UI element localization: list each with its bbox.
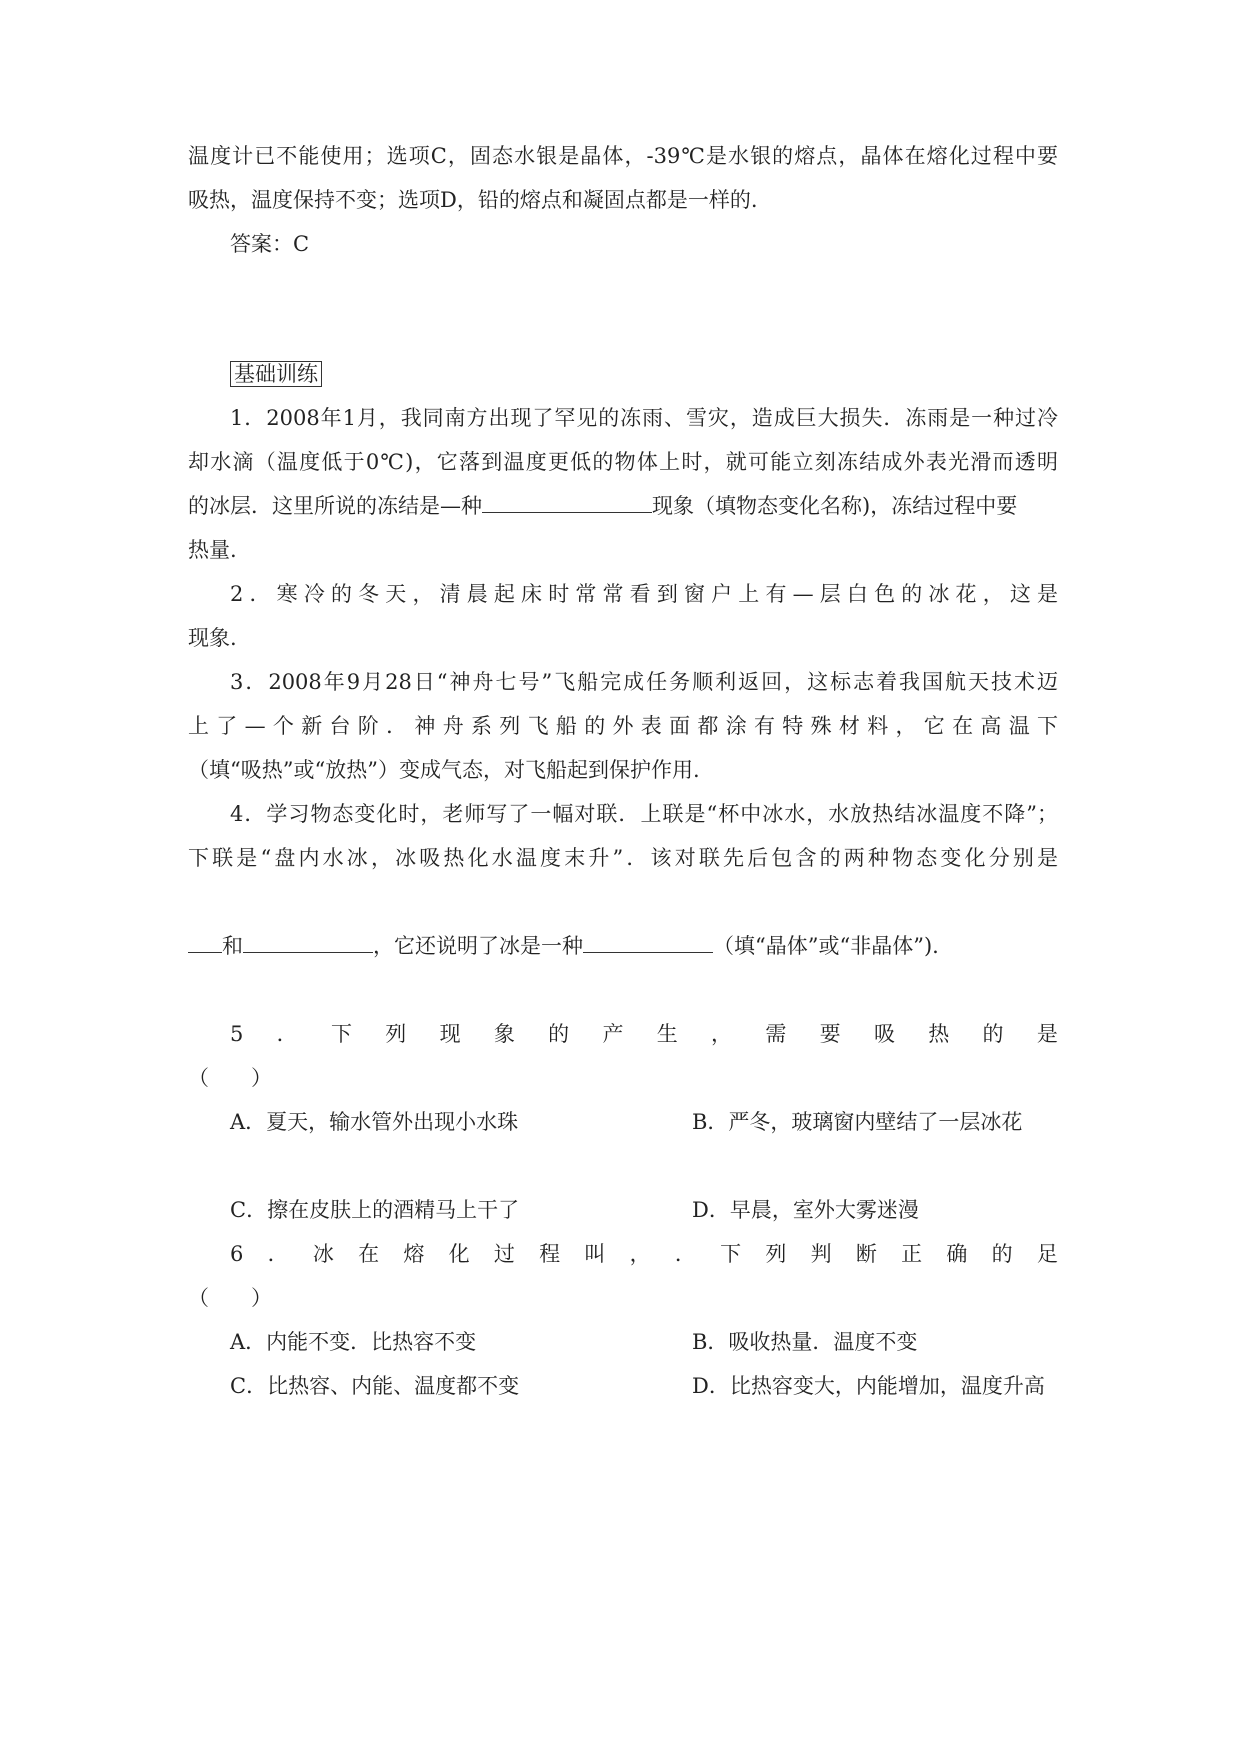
q6-stem-char: 在 — [358, 1242, 380, 1266]
q5-stem-char: ， — [711, 1022, 733, 1046]
q6-option-c[interactable]: C．比热容、内能、温度都不变 — [230, 1374, 520, 1398]
q3-line-3: （填“吸热”或“放热”）变成气态，对飞船起到保护作用. — [188, 758, 700, 782]
prev-answer-line-2: 吸热，温度保持不变；选项D，铅的熔点和凝固点都是一样的. — [188, 188, 758, 212]
q5-stem-char: 吸 — [873, 1022, 895, 1046]
prev-answer: 答案：C — [230, 232, 310, 256]
q6-stem-char: 过 — [493, 1242, 515, 1266]
q5-stem-char: 象 — [493, 1022, 515, 1046]
q5-paren: （ ） — [188, 1066, 272, 1090]
q6-stem-char: 判 — [810, 1242, 832, 1266]
q1-line-3-b: 现象（填物态变化名称)，冻结过程中要 — [652, 494, 1018, 518]
q5-stem-char: 需 — [765, 1022, 787, 1046]
q6-stem-char: 6 — [230, 1242, 244, 1266]
q5-stem-char: 下 — [330, 1022, 352, 1046]
section-title — [230, 360, 1058, 388]
q6-stem-char: 叫 — [584, 1242, 606, 1266]
q5-stem-char: 列 — [385, 1022, 407, 1046]
q5-stem-char: 产 — [602, 1022, 624, 1046]
q6-stem-char: 冰 — [312, 1242, 334, 1266]
q6-stem-char: ， — [629, 1242, 651, 1266]
q1-line-1: 1．2008年1月，我同南方出现了罕见的冻雨、雪灾，造成巨大损失．冻雨是一种过冷 — [230, 406, 1058, 430]
q5-option-b[interactable]: B．严冬，玻璃窗内壁结了一层冰花 — [692, 1110, 1023, 1134]
q6-stem — [230, 1240, 1058, 1268]
q2-line-2: 现象. — [188, 626, 237, 650]
q6-option-a[interactable]: A．内能不变．比热容不变 — [230, 1330, 477, 1354]
q4-blank-1[interactable] — [188, 932, 222, 953]
q6-stem-char: 正 — [901, 1242, 923, 1266]
q6-stem-char: 化 — [448, 1242, 470, 1266]
q6-stem-char: ． — [267, 1242, 289, 1266]
q6-stem-char: 下 — [720, 1242, 742, 1266]
q5-stem-char: 5 — [230, 1022, 244, 1046]
q5-stem-char: ． — [276, 1022, 298, 1046]
q6-stem-char: 足 — [1036, 1242, 1058, 1266]
prev-answer-line-1: 温度计已不能使用；选项C，固态水银是晶体，-39℃是水银的熔点，晶体在熔化过程中要 — [188, 144, 1058, 168]
q6-stem-char: 程 — [539, 1242, 561, 1266]
q6-stem-char: 列 — [765, 1242, 787, 1266]
q4-line-2: 下联是“盘内水冰，冰吸热化水温度末升”．该对联先后包含的两种物态变化分别是 — [188, 846, 1058, 870]
q6-option-b[interactable]: B．吸收热量．温度不变 — [692, 1330, 918, 1354]
q1-line-3-a: 的冰层．这里所说的冻结是—种 — [188, 494, 482, 518]
q4-line-3-b: ，它还说明了冰是一种 — [373, 934, 583, 958]
q3-line-1: 3．2008年9月28日“神舟七号”飞船完成任务顺利返回，这标志着我国航天技术迈 — [230, 670, 1058, 694]
q6-stem-char: 断 — [855, 1242, 877, 1266]
section-title-box: 基础训练 — [230, 361, 322, 387]
q1-line-3 — [188, 492, 1058, 520]
q4-line-3-c: （填“晶体”或“非晶体”). — [713, 934, 939, 958]
q1-blank[interactable] — [482, 492, 652, 513]
q4-line-3 — [188, 932, 1058, 960]
q5-stem-char: 现 — [439, 1022, 461, 1046]
q6-option-d[interactable]: D．比热容变大，内能增加，温度升高 — [692, 1374, 1045, 1398]
q4-blank-3[interactable] — [583, 932, 713, 953]
q1-line-4: 热量. — [188, 538, 237, 562]
q6-stem-char: ． — [674, 1242, 696, 1266]
q5-stem — [230, 1020, 1058, 1048]
q5-option-d[interactable]: D．早晨，室外大雾迷漫 — [692, 1198, 919, 1222]
q5-stem-char: 的 — [982, 1022, 1004, 1046]
q5-stem-char: 要 — [819, 1022, 841, 1046]
q6-stem-char: 的 — [991, 1242, 1013, 1266]
q5-stem-char: 的 — [548, 1022, 570, 1046]
q6-stem-char: 熔 — [403, 1242, 425, 1266]
q5-option-c[interactable]: C．擦在皮肤上的酒精马上干了 — [230, 1198, 520, 1222]
q6-stem-char: 确 — [946, 1242, 968, 1266]
q5-stem-char: 热 — [928, 1022, 950, 1046]
q4-blank-2[interactable] — [243, 932, 373, 953]
q6-paren: （ ） — [188, 1286, 272, 1310]
q5-stem-char: 是 — [1036, 1022, 1058, 1046]
q5-stem-char: 生 — [656, 1022, 678, 1046]
q1-line-2: 却水滴（温度低于0℃)，它落到温度更低的物体上时，就可能立刻冻结成外表光滑而透明 — [188, 450, 1058, 474]
q2-line-1: 2．寒冷的冬天，清晨起床时常常看到窗户上有—层白色的冰花，这是 — [230, 582, 1058, 606]
q4-line-1: 4．学习物态变化时，老师写了一幅对联．上联是“杯中冰水，水放热结冰温度不降”； — [230, 802, 1058, 826]
q3-line-2: 上了—个新台阶．神舟系列飞船的外表面都涂有特殊材料，它在高温下 — [188, 714, 1058, 738]
q4-line-3-a: 和 — [222, 934, 243, 958]
q5-option-a[interactable]: A．夏天，输水管外出现小水珠 — [230, 1110, 519, 1134]
